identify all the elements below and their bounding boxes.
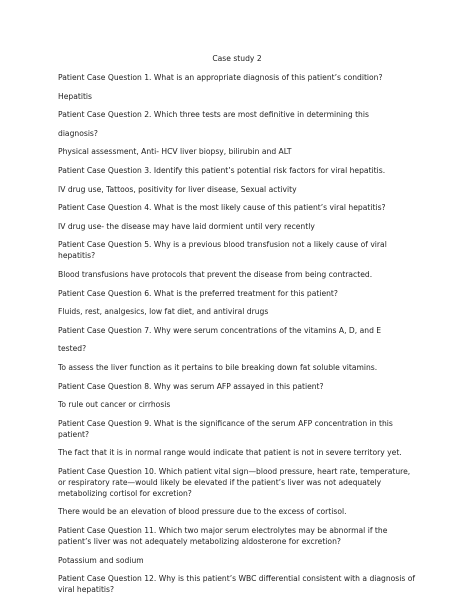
answer-9: The fact that it is in normal range would indicate that patient is not in severe territory yet. <box>58 448 402 458</box>
question-7: Patient Case Question 7. Why were serum concentrations of the vitamins A, D, and E <box>58 325 382 335</box>
answer-2: Physical assessment, Anti- HCV liver biopsy, bilirubin and ALT <box>58 147 292 157</box>
answer-11: Potassium and sodium <box>58 555 144 565</box>
question-12: Patient Case Question 12. Why is this patient’s WBC differential consistent with a diagnosis of viral hepatitis? <box>58 574 416 595</box>
question-3: Patient Case Question 3. Identify this patient’s potential risk factors for viral hepatitis. <box>58 165 386 175</box>
answer-7: To assess the liver function as it pertains to bile breaking down fat soluble vitamins. <box>58 362 378 372</box>
question-2-continued: diagnosis? <box>58 128 98 138</box>
answer-10: There would be an elevation of blood pressure due to the excess of cortisol. <box>58 507 347 517</box>
question-5: Patient Case Question 5. Why is a previous blood transfusion not a likely cause of viral hepatitis? <box>58 240 387 261</box>
answer-5: Blood transfusions have protocols that prevent the disease from being contracted. <box>58 269 373 279</box>
answer-4: IV drug use- the disease may have laid dormient until very recently <box>58 221 315 231</box>
answer-1: Hepatitis <box>58 91 92 101</box>
question-11: Patient Case Question 11. Which two major serum electrolytes may be abnormal if the patient’s liver was not adequately metabolizing aldosterone for excretion? <box>58 526 388 547</box>
answer-3: IV drug use, Tattoos, positivity for liver disease, Sexual activity <box>58 184 297 194</box>
question-6: Patient Case Question 6. What is the preferred treatment for this patient? <box>58 288 338 298</box>
question-1: Patient Case Question 1. What is an appropriate diagnosis of this patient’s condition? <box>58 73 383 82</box>
question-9: Patient Case Question 9. What is the significance of the serum AFP concentration in this patient? <box>58 418 393 439</box>
question-7-continued: tested? <box>58 344 87 354</box>
answer-6: Fluids, rest, analgesics, low fat diet, and antiviral drugs <box>58 307 269 317</box>
question-4: Patient Case Question 4. What is the most likely cause of this patient’s viral hepatitis? <box>58 203 386 213</box>
question-10: Patient Case Question 10. Which patient vital sign—blood pressure, heart rate, temperature, or respiratory rate—would likely be elevated if the patient’s liver was not adequately metabolizing cortisol for excretion? <box>58 466 411 498</box>
question-8: Patient Case Question 8. Why was serum AFP assayed in this patient? <box>58 381 324 391</box>
document-body <box>58 72 418 603</box>
answer-8: To rule out cancer or cirrhosis <box>58 400 171 410</box>
question-2: Patient Case Question 2. Which three tests are most definitive in determining this <box>58 110 369 120</box>
document-title: Case study 2 <box>212 54 262 63</box>
